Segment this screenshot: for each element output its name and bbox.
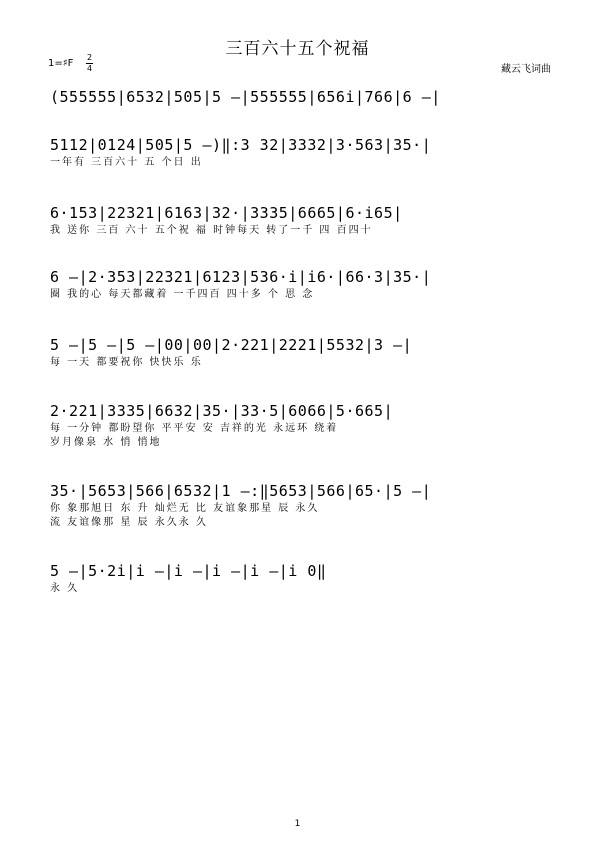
time-signature xyxy=(86,54,93,73)
notation: 2·221|3335|6632|35·|33·5|6066|5·665| xyxy=(50,402,394,420)
lyric-line: 每 一天 都要祝你 快快乐 乐 xyxy=(50,357,203,368)
notation: (555555|6532|505|5 –|555555|656i|766|6 –| xyxy=(50,88,441,106)
notation: 5 –|5·2i|i –|i –|i –|i –|i 0‖ xyxy=(50,562,327,580)
score-line-8 xyxy=(50,560,546,596)
key-signature: 1=♯F xyxy=(48,58,74,69)
meter-bottom: 4 xyxy=(86,64,93,73)
song-title: 三百六十五个祝福 xyxy=(225,39,370,59)
score-line-7 xyxy=(50,480,546,530)
composer-credit: 藏云飞词曲 xyxy=(501,64,551,75)
lyric-line: 我 送你 三百 六十 五个祝 福 时钟每天 转了一千 四 百四十 xyxy=(50,225,373,236)
lyric-line: 圈 我的心 每天都藏着 一千四百 四十多 个 思 念 xyxy=(50,289,315,300)
score-line-5 xyxy=(50,334,546,370)
score-line-6 xyxy=(50,400,546,450)
score-line-4 xyxy=(50,266,546,302)
lyric-line: 永 久 xyxy=(50,583,80,594)
lyric-line: 每 一分钟 都盼望你 平平安 安 吉祥的光 永远环 绕着 xyxy=(50,423,339,434)
lyric-line xyxy=(50,108,546,122)
page-number: 1 xyxy=(294,819,301,829)
notation: 35·|5653|566|6532|1 –:‖5653|566|65·|5 –| xyxy=(50,482,432,500)
meter-top: 2 xyxy=(86,53,93,62)
lyric-line: 你 象那旭日 东 升 灿烂无 比 友谊象那星 辰 永久 xyxy=(50,503,320,514)
notation: 6 –|2·353|22321|6123|536·i|i6·|66·3|35·| xyxy=(50,268,432,286)
notation: 6·153|22321|6163|32·|3335|6665|6·i65| xyxy=(50,204,403,222)
lyric-line-second-verse: 流 友谊像那 星 辰 永久永 久 xyxy=(50,517,208,528)
notation: 5112|0124|505|5 –)‖:3 32|3332|3·563|35·| xyxy=(50,136,432,154)
score-line-3 xyxy=(50,202,546,238)
score-line-2 xyxy=(50,134,546,170)
score-line-1 xyxy=(50,86,546,122)
lyric-line: 一年有 三百六十 五 个日 出 xyxy=(50,157,203,168)
lyric-line-second-verse: 岁月像泉 水 悄 悄地 xyxy=(50,437,162,448)
notation: 5 –|5 –|5 –|00|00|2·221|2221|5532|3 –| xyxy=(50,336,413,354)
